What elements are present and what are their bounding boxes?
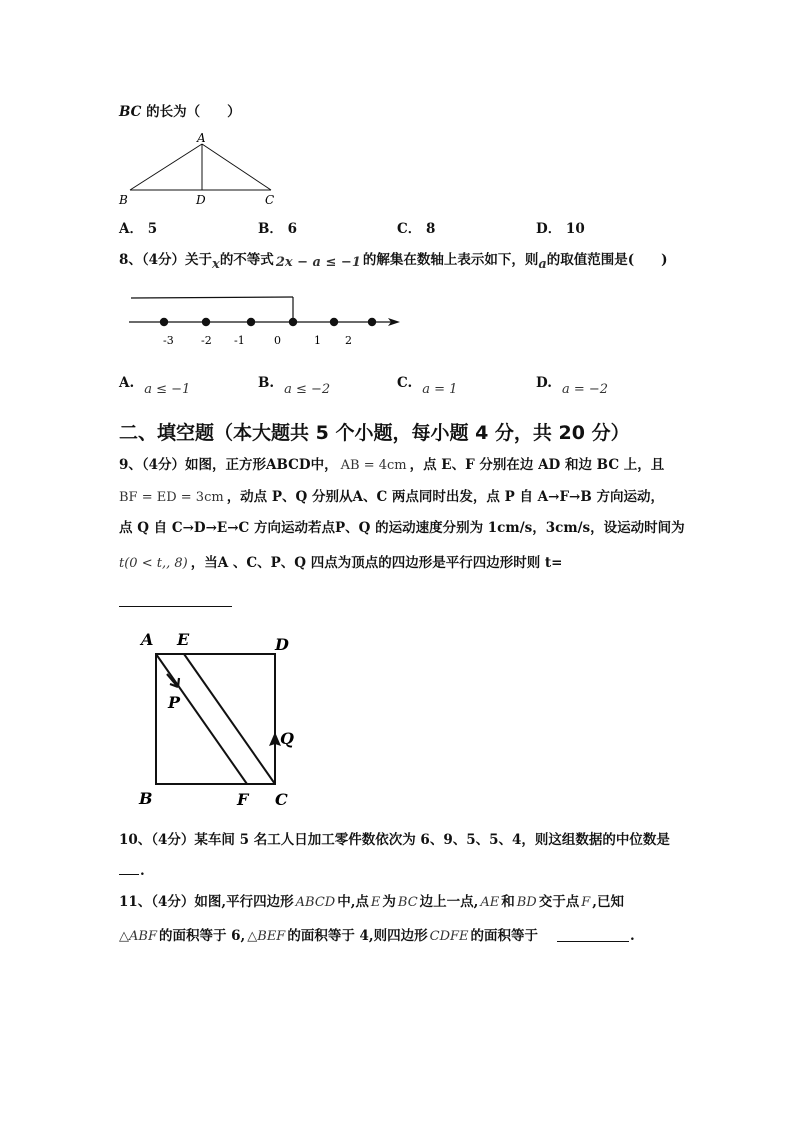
q8-option-a: A. a ≤ −1	[119, 375, 191, 397]
q8-tick--2: -2	[201, 334, 212, 347]
q9-arrow-p	[167, 674, 179, 687]
q8-inequality: 2x − a ≤ −1	[275, 255, 361, 270]
q8-tick--1: -1	[234, 334, 245, 347]
q7-option-c: C． 8	[397, 221, 436, 237]
q9-line-1: 9、（4分）如图，正方形ABCD中， AB = 4cm ，点 E、F 分别在边 AD 和边 BC 上，且	[119, 457, 665, 473]
q11-line-2: △ABF 的面积等于 6, △BEF 的面积等于 4,则四边形 CDFE 的面积等于	[119, 928, 539, 944]
q8-tick--3: -3	[163, 334, 174, 347]
q8-option-c: C. a = 1	[397, 375, 458, 397]
q9-label-c: C	[275, 790, 288, 809]
q8-number-line	[124, 292, 414, 352]
q7-var-bc: BC	[119, 104, 142, 120]
q8-point-1	[330, 318, 338, 326]
q11-period: .	[630, 928, 635, 944]
q9-label-f: F	[237, 790, 249, 809]
q8-point--1	[247, 318, 255, 326]
q7-stem-text: 的长为（ ）	[141, 104, 241, 120]
q8-solution-bracket-top	[131, 297, 293, 298]
q9-square-abcd	[156, 654, 275, 784]
q9-line-4: t(0 < t,, 8) ，当A 、C、P、Q 四点为顶点的四边形是平行四边形时则 t=	[119, 555, 563, 571]
q9-segment-af	[156, 654, 247, 784]
q9-label-d: D	[275, 635, 289, 654]
q9-label-p: P	[168, 693, 181, 712]
q9-label-b: B	[139, 789, 153, 808]
q7-label-d: D	[196, 193, 206, 207]
q8-var-a: a	[538, 257, 547, 272]
q10-period: .	[140, 863, 145, 879]
q9-segment-ec	[184, 654, 275, 784]
q11-line-1: 11、（4分）如图,平行四边形 ABCD 中,点 E 为 BC 边上一点, AE 和 BD 交于点 F ,已知	[119, 894, 624, 910]
q9-label-e: E	[177, 630, 190, 649]
q7-label-a: A	[197, 131, 206, 145]
q7-option-d: D． 10	[536, 221, 585, 237]
q7-stem-tail	[119, 103, 241, 121]
q7-option-b: B． 6	[258, 221, 298, 237]
q10-answer-blank[interactable]	[119, 874, 139, 875]
q7-option-a: A． 5	[119, 221, 158, 237]
q10-stem: 10、（4分）某车间 5 名工人日加工零件数依次为 6、9、5、5、4，则这组数据的中位数是	[119, 832, 670, 848]
q8-option-b: B. a ≤ −2	[258, 375, 331, 397]
q7-label-b: B	[119, 193, 128, 207]
section-2-heading: 二、填空题（本大题共 5 个小题，每小题 4 分，共 20 分）	[119, 422, 630, 444]
q8-point--2	[202, 318, 210, 326]
q8-tick-0: 0	[274, 334, 281, 347]
q7-side-ab	[130, 144, 202, 190]
q11-answer-blank[interactable]	[557, 941, 629, 942]
q8-point-0	[289, 318, 297, 326]
q8-tick-1: 1	[314, 334, 321, 347]
q7-triangle-figure	[112, 128, 282, 210]
q8-option-d: D. a = −2	[536, 375, 609, 397]
q9-line-3: 点 Q 自 C→D→E→C 方向运动若点P、Q 的运动速度分别为 1cm/s，3cm/s，设运动时间为	[119, 520, 685, 536]
q8-stem: 8、（4分）关于x的不等式 2x − a ≤ −1 的解集在数轴上表示如下，则a的取值范围是( )	[119, 252, 668, 272]
q8-var-x: x	[212, 257, 220, 272]
q8-tick-2: 2	[345, 334, 352, 347]
q9-answer-blank[interactable]	[119, 606, 232, 607]
q9-label-q: Q	[280, 729, 294, 748]
q9-line-2: BF = ED = 3cm ，动点 P、Q 分别从A、C 两点同时出发，点 P 自 A→F→B 方向运动，	[119, 489, 664, 505]
q9-label-a: A	[141, 630, 154, 649]
q8-point--3	[160, 318, 168, 326]
q8-point-2	[368, 318, 376, 326]
q7-side-ac	[202, 144, 271, 190]
q7-label-c: C	[265, 193, 275, 207]
q9-square-figure	[132, 628, 302, 812]
